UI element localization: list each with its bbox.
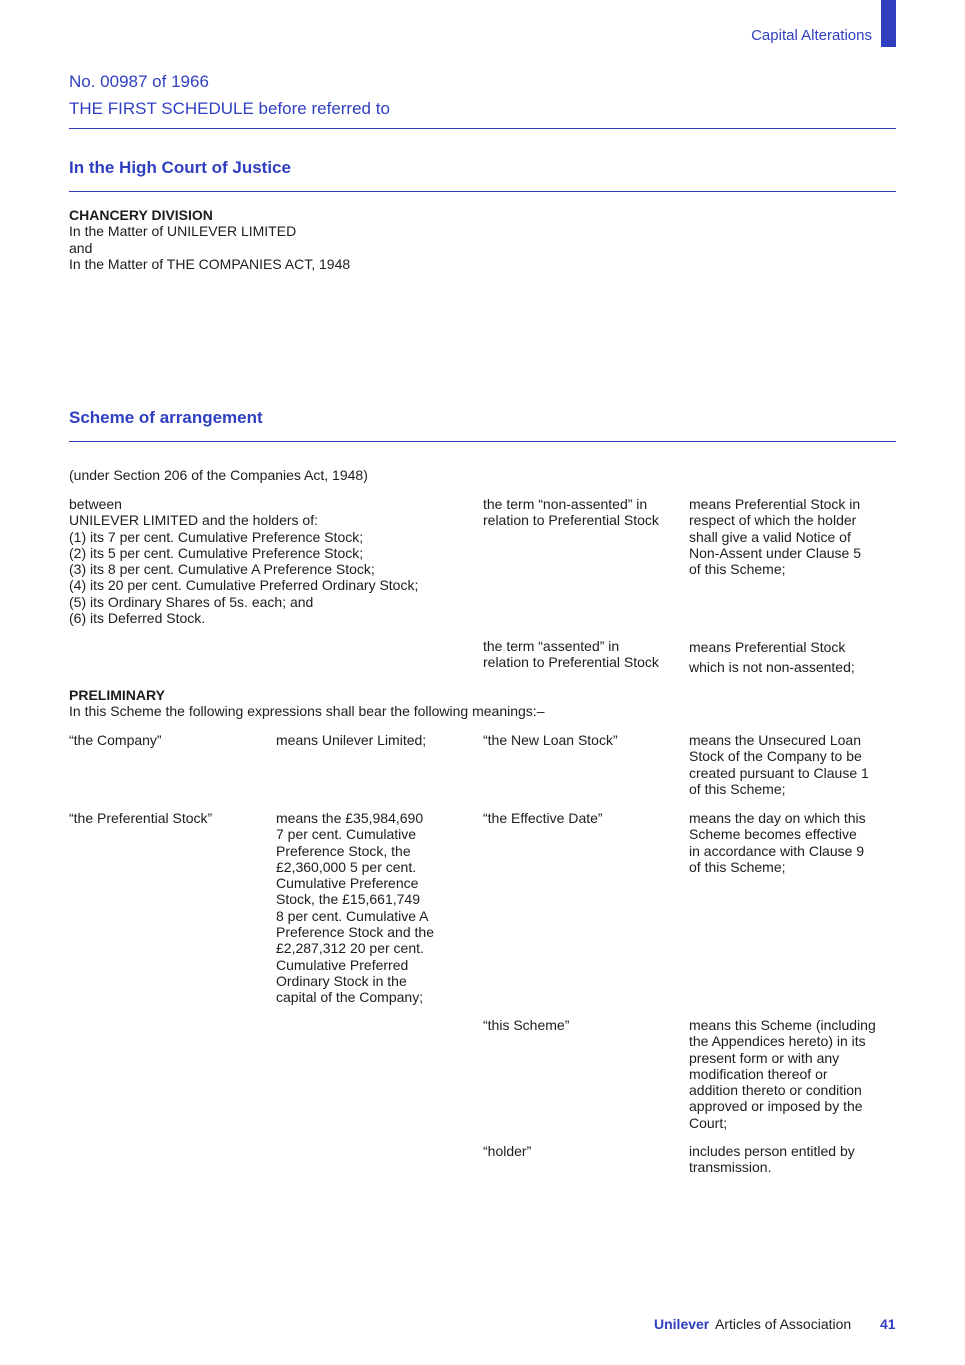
scheme-subtitle: (under Section 206 of the Companies Act, 1948) — [69, 467, 368, 483]
scheme-rule — [69, 441, 896, 442]
between-line: (4) its 20 per cent. Cumulative Preferred Ordinary Stock; — [69, 577, 419, 594]
definition-meaning: means the day on which this Scheme becomes effective in accordance with Clause 9 of this Scheme; — [689, 810, 866, 875]
between-line: UNILEVER LIMITED and the holders of: — [69, 512, 318, 529]
preliminary-heading: PRELIMINARY — [69, 687, 165, 703]
definition-meaning: means the £35,984,690 7 per cent. Cumulative Preference Stock, the £2,360,000 5 per cent. Cumulative Preference Stock, the £15,661,749 8 per cent. Cumulative A Preference Stock and the £2,287,312 20 per cent. Cumulative Preferred Ordinary Stock in the capital of the Company; — [276, 810, 434, 1006]
definition-term: “the Preferential Stock” — [69, 810, 213, 826]
court-line: and — [69, 239, 93, 256]
between-line: (6) its Deferred Stock. — [69, 610, 206, 627]
court-line: In the Matter of THE COMPANIES ACT, 1948 — [69, 255, 351, 272]
court-rule — [69, 191, 896, 192]
section-label: Capital Alterations — [751, 27, 872, 44]
court-line: In the Matter of UNILEVER LIMITED — [69, 223, 297, 240]
between-block — [69, 496, 418, 626]
definition-term: the term “non-assented” in relation to Preferential Stock — [483, 496, 659, 529]
definition-term: “the Company” — [69, 732, 162, 748]
case-number: No. 00987 of 1966 — [69, 72, 209, 91]
footer-brand: Unilever — [654, 1316, 710, 1332]
header-rule — [69, 128, 896, 129]
page-number: 41 — [880, 1316, 896, 1332]
definition-term: “the Effective Date” — [483, 810, 603, 826]
preliminary-block — [69, 687, 545, 720]
schedule-title: THE FIRST SCHEDULE before referred to — [69, 99, 390, 118]
definition-meaning: means this Scheme (including the Appendices hereto) in its present form or with any modification thereof or addition thereto or condition approved or imposed by the Court; — [689, 1017, 876, 1131]
court-block — [69, 207, 350, 272]
preliminary-intro: In this Scheme the following expressions shall bear the following meanings:– — [69, 703, 545, 720]
between-line: (1) its 7 per cent. Cumulative Preference Stock; — [69, 528, 364, 545]
definition-meaning: means Preferential Stock which is not non-assented; — [689, 639, 855, 675]
definition-meaning: includes person entitled by transmission. — [689, 1143, 855, 1176]
header-accent-tab — [881, 0, 896, 47]
footer-doc-title: Articles of Association — [715, 1316, 852, 1332]
definition-term: the term “assented” in relation to Preferential Stock — [483, 638, 659, 671]
definition-term: “holder” — [483, 1143, 532, 1159]
between-line: (3) its 8 per cent. Cumulative A Preference Stock; — [69, 561, 375, 578]
between-line: between — [69, 496, 122, 512]
scheme-heading: Scheme of arrangement — [69, 408, 263, 427]
court-heading: In the High Court of Justice — [69, 158, 291, 177]
between-line: (5) its Ordinary Shares of 5s. each; and — [69, 593, 314, 610]
definition-meaning: means Unilever Limited; — [276, 732, 427, 748]
definition-term: “the New Loan Stock” — [483, 732, 618, 748]
definition-term: “this Scheme” — [483, 1017, 570, 1033]
between-line: (2) its 5 per cent. Cumulative Preference Stock; — [69, 544, 364, 561]
division-label: CHANCERY DIVISION — [69, 207, 213, 223]
definition-meaning: means Preferential Stock in respect of which the holder shall give a valid Notice of Non-Assent under Clause 5 of this Scheme; — [689, 496, 861, 578]
definition-meaning: means the Unsecured Loan Stock of the Company to be created pursuant to Clause 1 of this Scheme; — [689, 732, 869, 797]
